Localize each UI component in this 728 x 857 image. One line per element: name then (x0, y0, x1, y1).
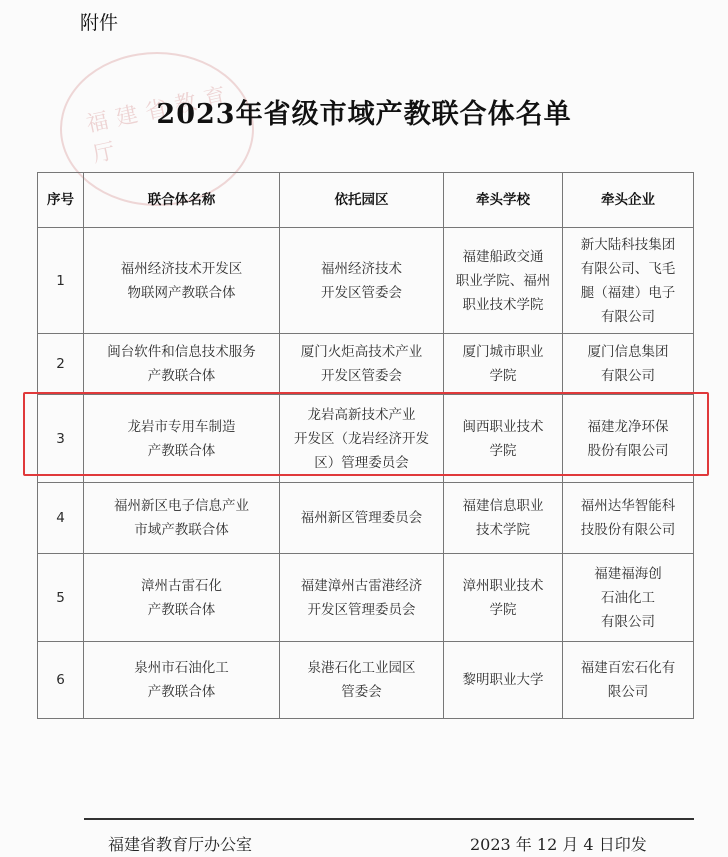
column-header-name: 联合体名称 (84, 173, 280, 228)
cell-line: 漳州古雷石化 (141, 577, 222, 594)
cell-line: 学院 (489, 442, 517, 459)
cell-line: 龙岩高新技术产业 (307, 406, 416, 423)
lead-school (444, 554, 563, 642)
column-header-enterprise: 牵头企业 (563, 173, 694, 228)
alliance-name (84, 334, 280, 395)
roster-table (37, 172, 694, 719)
lead-school (444, 334, 563, 395)
lead-enterprise (563, 228, 694, 334)
cell-line: 泉州市石油化工 (134, 660, 229, 676)
cell-line: 新大陆科技集团 (580, 236, 676, 253)
table-row (38, 228, 694, 334)
column-header-school: 牵头学校 (444, 173, 563, 228)
cell-line: 技股份有限公司 (580, 522, 676, 538)
cell-line: 开发区管委会 (321, 368, 402, 384)
cell-line: 厦门信息集团 (587, 344, 669, 360)
cell-line: 开发区管理委员会 (307, 601, 416, 618)
cell-line: 闽台软件和信息技术服务 (107, 344, 256, 360)
cell-line: 福建漳州古雷港经济 (300, 577, 423, 594)
host-park (280, 554, 444, 642)
alliance-name (84, 642, 280, 719)
cell-line: 厦门火炬高技术产业 (300, 344, 423, 360)
cell-line: 职业学院、福州 (455, 272, 551, 289)
cell-line: 石油化工 (601, 589, 655, 606)
alliance-name (84, 228, 280, 334)
cell-line: 产教联合体 (147, 368, 216, 384)
lead-school (444, 642, 563, 719)
cell-line: 福州经济技术 (321, 260, 402, 277)
table-row-highlighted (38, 395, 694, 483)
cell-line: 股份有限公司 (587, 442, 669, 459)
row-number: 1 (38, 228, 84, 334)
lead-school (444, 483, 563, 554)
cell-line: 产教联合体 (147, 442, 216, 459)
cell-line: 有限公司 (601, 308, 655, 325)
row-number: 6 (38, 642, 84, 719)
host-park (280, 334, 444, 395)
cell-line: 福州新区电子信息产业 (114, 498, 249, 514)
lead-enterprise (563, 554, 694, 642)
host-park (280, 228, 444, 334)
cell-line: 学院 (489, 368, 517, 384)
lead-school (444, 395, 563, 483)
cell-line: 腿（福建）电子 (580, 284, 676, 301)
cell-line: 泉港石化工业园区 (307, 660, 416, 676)
cell-line: 开发区管委会 (321, 284, 402, 301)
table-row (38, 554, 694, 642)
lead-enterprise (563, 334, 694, 395)
host-park (280, 395, 444, 483)
attachment-label: 附件 (80, 12, 119, 34)
footer-issuing-office: 福建省教育厅办公室 (108, 835, 253, 854)
row-number: 5 (38, 554, 84, 642)
stamp-text: 福建省教育厅 (84, 81, 237, 168)
cell-line: 技术学院 (476, 522, 530, 538)
cell-line: 福州经济技术开发区 (120, 260, 243, 277)
cell-line: 职业技术学院 (462, 296, 544, 313)
cell-line: 学院 (489, 601, 517, 618)
cell-line: 黎明职业大学 (462, 672, 544, 688)
cell-line: 福建龙净环保 (587, 418, 669, 435)
alliance-name (84, 483, 280, 554)
cell-line: 龙岩市专用车制造 (127, 418, 236, 435)
row-number: 4 (38, 483, 84, 554)
table-row (38, 483, 694, 554)
host-park (280, 642, 444, 719)
footer-divider (84, 818, 694, 820)
cell-line: 有限公司 (601, 368, 655, 384)
cell-line: 产教联合体 (147, 601, 216, 618)
cell-line: 产教联合体 (147, 684, 216, 700)
lead-enterprise (563, 395, 694, 483)
alliance-name (84, 554, 280, 642)
alliance-name (84, 395, 280, 483)
cell-line: 福建信息职业 (462, 498, 544, 514)
lead-enterprise (563, 483, 694, 554)
cell-line: 漳州职业技术 (462, 577, 544, 594)
cell-line: 区）管理委员会 (314, 454, 409, 471)
cell-line: 管委会 (341, 684, 382, 700)
host-park (280, 483, 444, 554)
document-title: 2023年省级市域产教联合体名单 (156, 99, 572, 130)
row-number: 3 (38, 395, 84, 483)
cell-line: 福建船政交通 (462, 248, 544, 265)
cell-line: 福建百宏石化有 (580, 660, 676, 676)
cell-line: 有限公司 (601, 613, 655, 630)
lead-enterprise (563, 642, 694, 719)
table-header-row (38, 173, 694, 228)
cell-line: 福州达华智能科 (580, 498, 676, 514)
cell-line: 开发区（龙岩经济开发 (294, 430, 429, 447)
cell-line: 福州新区管理委员会 (300, 510, 423, 526)
cell-line: 厦门城市职业 (462, 344, 544, 360)
row-number: 2 (38, 334, 84, 395)
cell-line: 市域产教联合体 (134, 522, 229, 538)
cell-line: 限公司 (607, 684, 649, 700)
cell-line: 闽西职业技术 (462, 418, 544, 435)
footer-issue-date: 2023 年 12 月 4 日印发 (470, 835, 647, 854)
table-row (38, 642, 694, 719)
cell-line: 物联网产教联合体 (127, 284, 236, 301)
cell-line: 有限公司、飞毛 (580, 260, 676, 277)
cell-line: 福建福海创 (594, 565, 662, 582)
column-header-park: 依托园区 (280, 173, 444, 228)
lead-school (444, 228, 563, 334)
table-row (38, 334, 694, 395)
column-header-no: 序号 (38, 173, 84, 228)
